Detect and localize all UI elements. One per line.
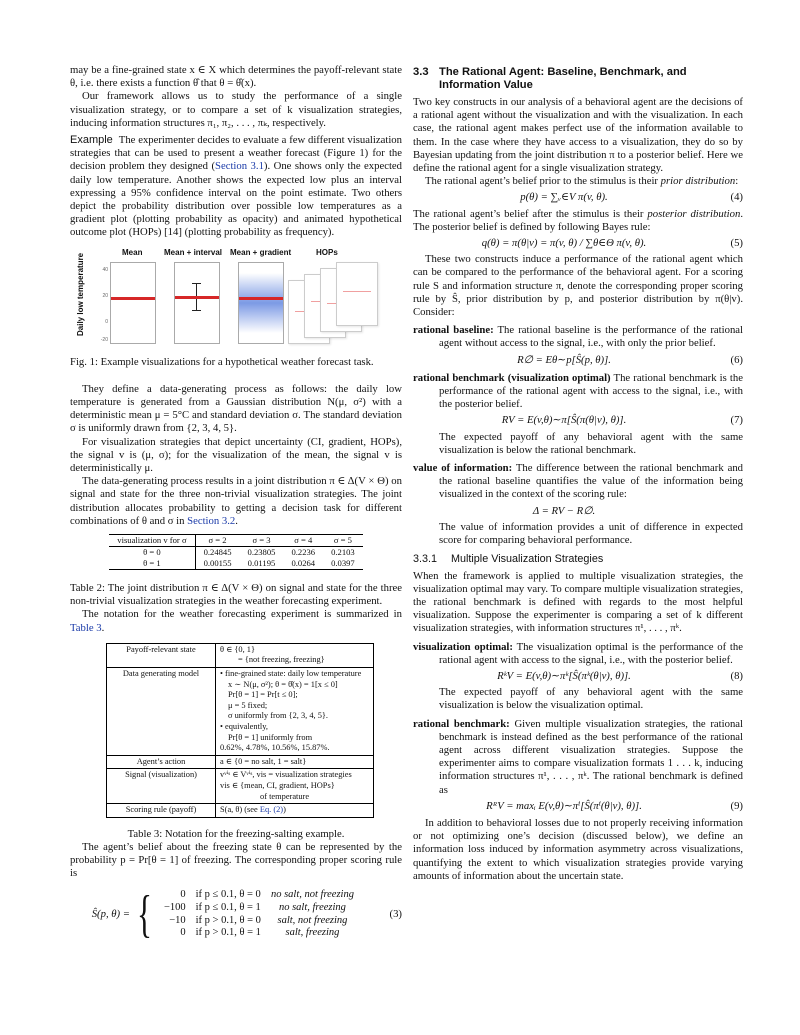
mean-panel <box>110 262 156 344</box>
paragraph: The rational agent’s belief after the stimulus is their posterior distribution. The posterior belief is defined by following Bayes rule: <box>413 207 744 233</box>
definition-visualization-optimal: visualization optimal: The visualization optimal is the performance of the rational agent with access to the signal, i.e., with the posterior belief. <box>413 640 743 666</box>
y-axis-label: Daily low temperature <box>76 252 85 336</box>
equation-lhs: Ŝ(p, θ) = <box>91 908 130 920</box>
case-row: 0 if p > 0.1, θ = 1 salt, freezing <box>180 927 340 939</box>
paragraph: The data-generating process results in a joint distribution π ∈ Δ(V × Θ) on signal and state for the three non-trivial visualization strategies. The joint distribution allocates probability to getting a decision task for different combinations of θ and σ in Section 3.2. <box>70 475 402 527</box>
equation-7: RV = E(v,θ)∼π[Ŝ(π(θ|v), θ)]. (7) <box>501 414 743 427</box>
table-header: σ = 5 <box>323 535 363 547</box>
panel-title-interval: Mean + interval <box>164 247 223 257</box>
paragraph: These two constructs induce a performance of the rational agent which can be compared to the performance of the behavioral agent. For a scoring rule S and information structure π, denote the corresponding proper scoring rule by Ŝ, prior distribution by p, and posterior distribution by π(θ|v). Consider: <box>413 253 743 319</box>
table-caption: Table 3: Notation for the freezing-salting example. <box>127 827 345 840</box>
table-header: σ = 2 <box>195 535 239 547</box>
paragraph: Our framework allows us to study the performance of a single visualization strategy, or to compare a set of k visualization strategies, inducing information structures π₁, π₂, . . . , πₖ, respectively. <box>70 90 402 129</box>
figure-caption: Fig. 1: Example visualizations for a hypothetical weather forecast task. <box>70 355 374 368</box>
cases-table <box>159 889 359 939</box>
panel-title-hops: HOPs <box>316 247 338 257</box>
table-row: Payoff-relevant state θ ∈ {0, 1} = {not freezing, freezing} <box>107 643 374 667</box>
table-row: θ = 1 0.00155 0.01195 0.0264 0.0397 <box>109 558 362 570</box>
paragraph: When the framework is applied to multiple visualization strategies, the visualization optimal may vary. To compare multiple visualization strategies, the rational benchmark is defined with regards to the most helpful visualization. Suppose the experimenter is comparing a set of k different visualization strategies, with information structures π¹, . . . , πᵏ. <box>413 569 743 635</box>
paragraph: Two key constructs in our analysis of a behavioral agent are the decisions of a rational agent without the visualization and with the visualization. In each case, the rational agent makes perfect use of the information available to them. In the case where they have access to a visualization, they do so by Bayesian updating from the joint distribution π to a posterior belief. Here we define the rational agent for a single visualization strategy. <box>413 96 743 175</box>
example-paragraph: Example The experimenter decides to evaluate a few different visualization strategies that can be used to present a weather forecast (Figure 1) for the decision problem they designed (Section 3.1). One shows only the expected daily low temperature. Another shows the expected low plus an interval expressing a 95% confidence interval on the point estimate. Two others depict the probability distribution over possible low temperatures as a gradient plot (plotting probability as opacity) and animated hypothetical outcome plot (HOPs) [14] (plotting probability as frequency). <box>70 134 403 239</box>
table-header: σ = 4 <box>283 535 323 547</box>
subsection-number: 3.3.1 <box>413 553 438 566</box>
gradient-band <box>239 273 283 333</box>
section-link[interactable]: Section 3.2 <box>187 514 236 527</box>
tick-label: 20 <box>102 292 108 299</box>
paragraph: For visualization strategies that depict uncertainty (CI, gradient, HOPs), the signal v is (μ, σ); for the visualization of the mean, the signal v is deterministically μ. <box>70 435 402 475</box>
paragraph: The expected payoff of any behavioral agent with the same visualization is below the visualization optimal. <box>439 686 743 712</box>
tick-label: 0 <box>105 318 108 325</box>
table-row: Data generating model • fine-grained state: daily low temperature x ∼ N(μ, σ²); θ = θ̂(x) = 1[x ≤ 0] Pr[θ = 1] = Pr[t ≤ 0]; μ = 5 fixed; σ uniformly from {2, 3, 4, 5}. • equivalently, Pr[θ = 1] uniformly from 0.62%, 4.78%, 10.56%, 15.87%. <box>107 668 374 756</box>
figure-1 <box>70 246 402 352</box>
paragraph: The notation for the weather forecasting experiment is summarized in Table 3. <box>70 608 402 634</box>
section-heading <box>413 66 743 92</box>
table-row: Agent’s action a ∈ {0 = no salt, 1 = salt} <box>107 755 374 769</box>
brace: { <box>136 885 152 943</box>
paragraph: may be a fine-grained state x ∈ X which determines the payoff-relevant state θ, i.e. there exists a function θ̂ that θ = θ̂(x). <box>70 64 402 90</box>
definition-value-of-information: value of information: The difference between the rational benchmark and the rational baseline quantifies the value of the information being visualized in the context of the scoring rule: <box>413 462 744 501</box>
paragraph: The expected payoff of any behavioral agent with the same visualization is below the rational benchmark. <box>439 430 743 456</box>
interval-panel <box>174 262 220 344</box>
left-column <box>70 64 402 941</box>
y-ticks <box>96 262 108 342</box>
case-row: 0 if p ≤ 0.1, θ = 0 no salt, not freezing <box>180 889 354 901</box>
section-number: 3.3 <box>413 66 429 78</box>
equation-8: RᵏV = E(v,θ)∼πᵏ[Ŝ(πᵏ(θ|v), θ)]. (8) <box>497 669 743 682</box>
case-row: −10 if p > 0.1, θ = 0 salt, not freezing <box>169 914 348 926</box>
mean-line <box>175 296 219 299</box>
table-2 <box>109 534 362 570</box>
table-link[interactable]: Table 3 <box>70 621 102 634</box>
equation-4: p(θ) = ∑ᵥ∈V π(v, θ). (4) <box>520 191 743 204</box>
tick-label: 40 <box>102 266 108 273</box>
table-row: θ = 0 0.24845 0.23805 0.2236 0.2103 <box>109 547 362 559</box>
equation-number: (3) <box>389 908 402 920</box>
equation-link[interactable]: Eq. (2) <box>259 805 284 815</box>
table-header: visualization v for σ <box>109 535 195 547</box>
example-heading: Example <box>70 134 113 147</box>
definition-rational-benchmark-multi: rational benchmark: Given multiple visualization strategies, the rational benchmark is instead defined as the best performance of the rational agent across different visualization strategies. Suppose the experimenter aims to compare visualization formats 1 . . . k, inducing information structures π¹, . . . , πᵏ. The rational benchmark is defined as <box>413 717 744 796</box>
table-row: Signal (visualization) vᵛⁱˢ ∈ Vᵛⁱˢ, vis = visualization strategies vis ∈ {mean, CI, gradient, HOPs} of temperature <box>107 769 374 804</box>
subsection-heading <box>413 553 743 566</box>
table-row: Scoring rule (payoff) S(a, θ) (see Eq. (2)) <box>107 804 374 818</box>
equation-delta: Δ = RV − R∅. <box>532 504 596 517</box>
paragraph: They define a data-generating process as follows: the daily low temperature is generated from a Gaussian distribution N(μ, σ²) with a deterministic mean μ = 5°C and standard deviation σ. The standard deviation σ is uniformly drawn from {2, 3, 4, 5}. <box>70 382 402 435</box>
equation-5: q(θ) = π(θ|v) = π(v, θ) / ∑θ∈Θ π(v, θ). (5) <box>481 237 743 250</box>
panel-title-gradient: Mean + gradient <box>230 247 292 257</box>
gradient-panel <box>238 262 284 344</box>
definition-rational-baseline: rational baseline: The rational baseline is the performance of the rational agent without access to the signal, i.e., with only the prior belief. <box>413 324 744 350</box>
section-link[interactable]: Section 3.1 <box>215 160 264 173</box>
table-3 <box>106 643 374 818</box>
table-header: σ = 3 <box>240 535 284 547</box>
subsection-title: Multiple Visualization Strategies <box>451 553 604 566</box>
case-row: −100 if p ≤ 0.1, θ = 1 no salt, freezing <box>163 902 346 914</box>
equation-9: RᴿV = maxᵢ E(v,θ)∼πⁱ[Ŝ(πⁱ(θ|v), θ)]. (9) <box>486 799 743 812</box>
equation-3 <box>70 885 402 943</box>
table-caption: Table 2: The joint distribution π ∈ Δ(V × Θ) on signal and state for the three non-trivial visualization strategies in the weather forecasting experiment. <box>70 582 402 608</box>
right-column <box>413 64 743 883</box>
definition-rational-benchmark: rational benchmark (visualization optimal) The rational benchmark is the performance of the rational agent with access to the signal, i.e., with the posterior belief. <box>413 371 743 411</box>
paragraph: The value of information provides a unit of difference in expected score for comparing behavioral performance. <box>439 520 743 547</box>
section-title: The Rational Agent: Baseline, Benchmark, and Information Value <box>439 66 687 91</box>
mean-line <box>239 297 283 300</box>
paragraph: The rational agent’s belief prior to the stimulus is their prior distribution: <box>425 175 739 188</box>
paragraph: The agent’s belief about the freezing state θ can be represented by the probability p = Pr[θ = 1] of freezing. The corresponding proper scoring rule is <box>70 841 402 880</box>
paragraph: In addition to behavioral losses due to not properly receiving information or not optimizing one’s decision (discussed below), we define an information loss induced by information asymmetry across visualizations, quantifying the extent to which visualization strategies provide varying amounts of information about the uncertain state. <box>413 816 743 882</box>
hop-frame <box>336 262 378 326</box>
panel-title-mean: Mean <box>122 247 143 257</box>
tick-label: -20 <box>100 336 108 343</box>
equation-6: R∅ = Eθ∼p[Ŝ(p, θ)]. (6) <box>517 353 743 366</box>
mean-line <box>111 297 155 300</box>
